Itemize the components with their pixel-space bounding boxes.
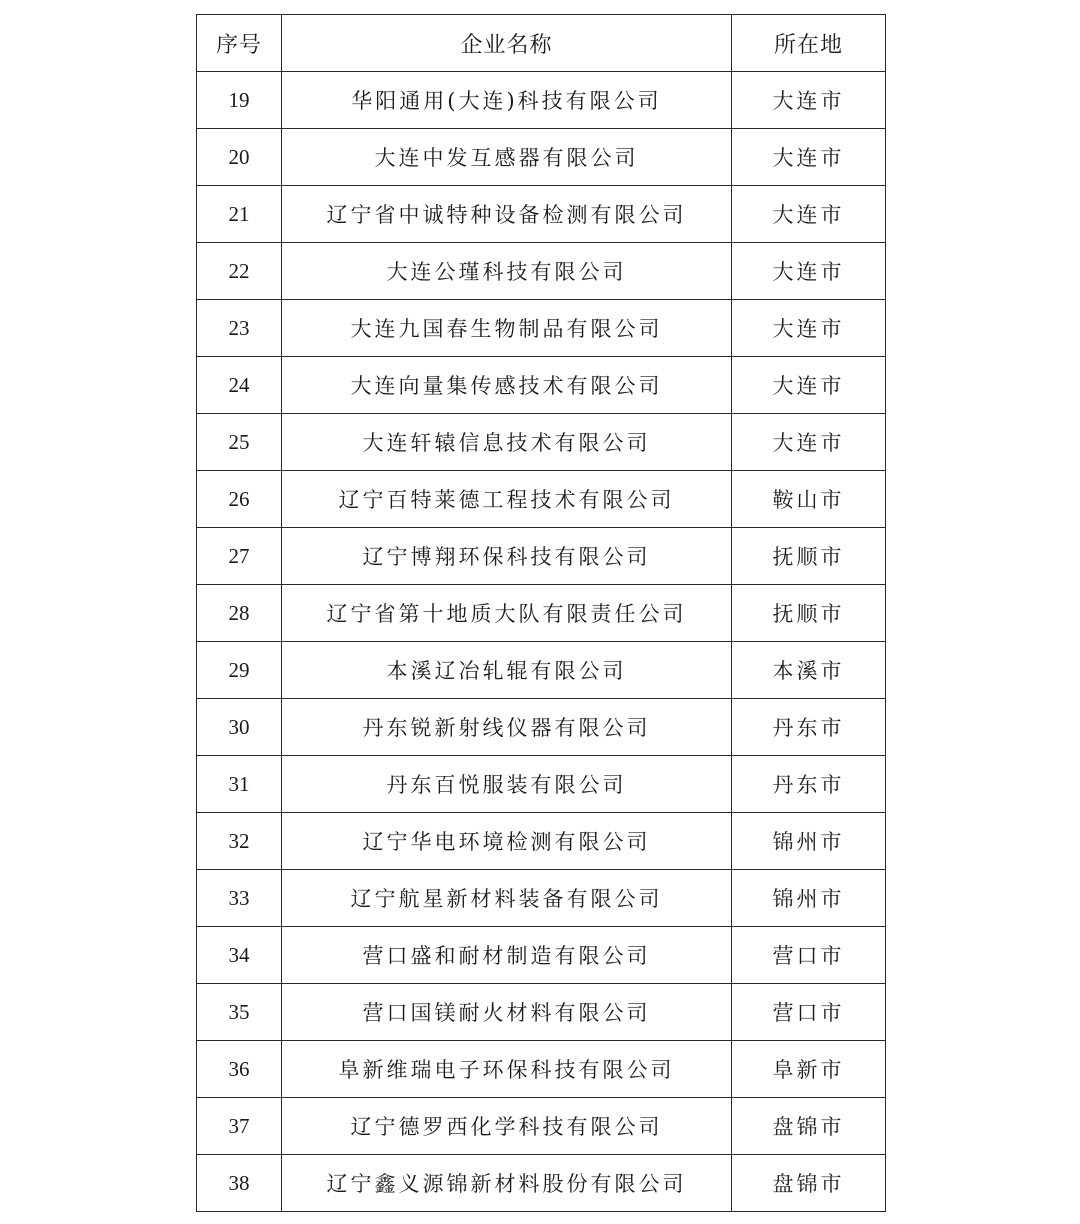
table-row: [197, 528, 886, 585]
table-row: [197, 642, 886, 699]
row-number: 27: [197, 528, 282, 585]
company-location: 大连市: [732, 300, 886, 357]
table-row: [197, 984, 886, 1041]
row-number: 25: [197, 414, 282, 471]
row-number: 19: [197, 72, 282, 129]
company-name: 丹东锐新射线仪器有限公司: [282, 699, 732, 756]
company-location: 阜新市: [732, 1041, 886, 1098]
company-name: 辽宁鑫义源锦新材料股份有限公司: [282, 1155, 732, 1212]
row-number: 24: [197, 357, 282, 414]
company-name: 辽宁博翔环保科技有限公司: [282, 528, 732, 585]
table-row: [197, 813, 886, 870]
row-number: 37: [197, 1098, 282, 1155]
company-location: 丹东市: [732, 699, 886, 756]
company-location: 大连市: [732, 129, 886, 186]
company-location: 大连市: [732, 357, 886, 414]
company-name: 阜新维瑞电子环保科技有限公司: [282, 1041, 732, 1098]
table-row: [197, 870, 886, 927]
company-location: 营口市: [732, 984, 886, 1041]
table-row: [197, 129, 886, 186]
company-location: 大连市: [732, 72, 886, 129]
row-number: 33: [197, 870, 282, 927]
row-number: 22: [197, 243, 282, 300]
company-table: [196, 14, 886, 1212]
company-location: 大连市: [732, 243, 886, 300]
row-number: 36: [197, 1041, 282, 1098]
company-location: 锦州市: [732, 870, 886, 927]
company-location: 抚顺市: [732, 528, 886, 585]
company-name: 大连九国春生物制品有限公司: [282, 300, 732, 357]
table-row: [197, 471, 886, 528]
company-location: 盘锦市: [732, 1098, 886, 1155]
company-location: 丹东市: [732, 756, 886, 813]
header-company-name: 企业名称: [282, 15, 732, 72]
table-row: [197, 699, 886, 756]
company-location: 营口市: [732, 927, 886, 984]
company-name: 营口国镁耐火材料有限公司: [282, 984, 732, 1041]
company-location: 盘锦市: [732, 1155, 886, 1212]
company-name: 大连中发互感器有限公司: [282, 129, 732, 186]
header-location: 所在地: [732, 15, 886, 72]
company-location: 锦州市: [732, 813, 886, 870]
company-name: 辽宁百特莱德工程技术有限公司: [282, 471, 732, 528]
table-row: [197, 1155, 886, 1212]
row-number: 28: [197, 585, 282, 642]
row-number: 23: [197, 300, 282, 357]
company-name: 辽宁省第十地质大队有限责任公司: [282, 585, 732, 642]
company-location: 大连市: [732, 186, 886, 243]
row-number: 38: [197, 1155, 282, 1212]
company-name: 本溪辽冶轧辊有限公司: [282, 642, 732, 699]
company-name: 辽宁航星新材料装备有限公司: [282, 870, 732, 927]
row-number: 26: [197, 471, 282, 528]
table-row: [197, 585, 886, 642]
table-row: [197, 927, 886, 984]
company-name: 大连公瑾科技有限公司: [282, 243, 732, 300]
company-name: 营口盛和耐材制造有限公司: [282, 927, 732, 984]
company-name: 辽宁省中诚特种设备检测有限公司: [282, 186, 732, 243]
company-location: 抚顺市: [732, 585, 886, 642]
row-number: 34: [197, 927, 282, 984]
table-row: [197, 1041, 886, 1098]
table-row: [197, 756, 886, 813]
company-name: 大连轩辕信息技术有限公司: [282, 414, 732, 471]
row-number: 29: [197, 642, 282, 699]
company-name: 大连向量集传感技术有限公司: [282, 357, 732, 414]
company-name: 辽宁华电环境检测有限公司: [282, 813, 732, 870]
table-row: [197, 1098, 886, 1155]
table-row: [197, 414, 886, 471]
table-row: [197, 72, 886, 129]
header-no: 序号: [197, 15, 282, 72]
company-location: 本溪市: [732, 642, 886, 699]
table-row: [197, 357, 886, 414]
row-number: 35: [197, 984, 282, 1041]
company-location: 大连市: [732, 414, 886, 471]
company-name: 辽宁德罗西化学科技有限公司: [282, 1098, 732, 1155]
row-number: 21: [197, 186, 282, 243]
table-row: [197, 243, 886, 300]
table-body: [197, 72, 886, 1212]
row-number: 30: [197, 699, 282, 756]
row-number: 20: [197, 129, 282, 186]
table-row: [197, 186, 886, 243]
table-header: [197, 15, 886, 72]
company-name: 丹东百悦服装有限公司: [282, 756, 732, 813]
table-row: [197, 300, 886, 357]
row-number: 31: [197, 756, 282, 813]
header-row: [197, 15, 886, 72]
row-number: 32: [197, 813, 282, 870]
company-name: 华阳通用(大连)科技有限公司: [282, 72, 732, 129]
company-location: 鞍山市: [732, 471, 886, 528]
